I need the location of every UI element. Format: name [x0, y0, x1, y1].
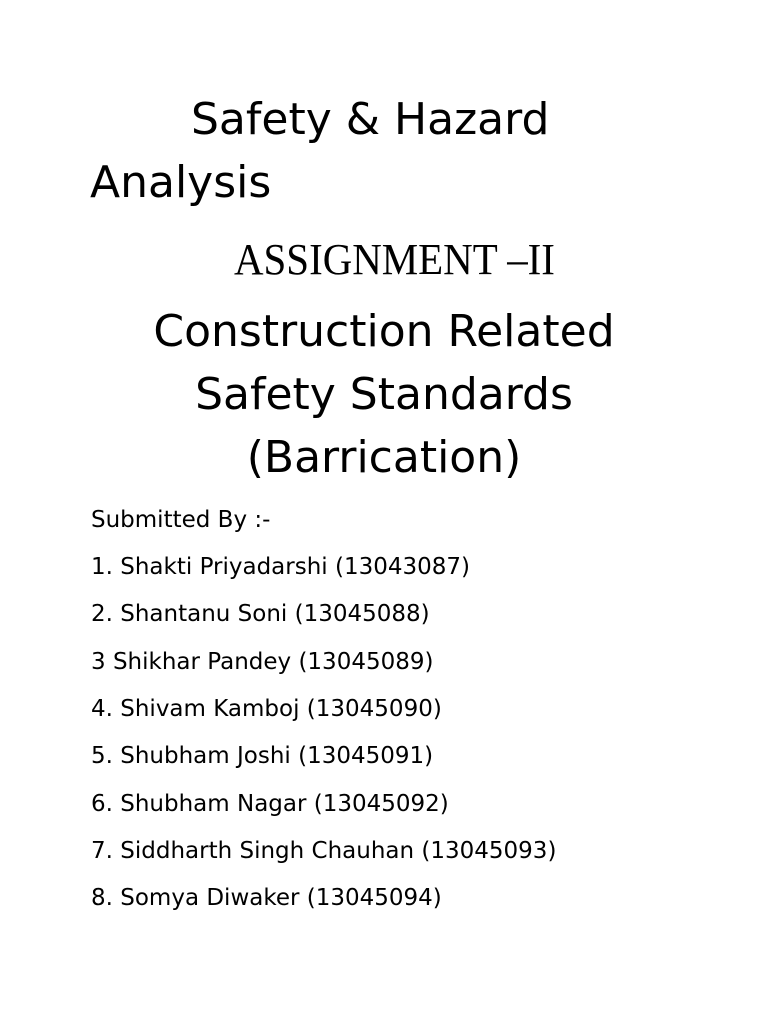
topic-line-1: Construction Related [153, 306, 615, 357]
member-list-item: 5. Shubham Joshi (13045091) [91, 743, 434, 769]
member-list-item: 4. Shivam Kamboj (13045090) [91, 696, 442, 722]
member-list-item: 3 Shikhar Pandey (13045089) [91, 649, 434, 675]
member-list-item: 2. Shantanu Soni (13045088) [91, 601, 430, 627]
member-list-item: 8. Somya Diwaker (13045094) [91, 885, 442, 911]
topic-line-2: Safety Standards [195, 369, 573, 420]
title-line-1: Safety & Hazard [191, 94, 550, 145]
topic-line-3: (Barrication) [246, 432, 522, 483]
title-line-2: Analysis [90, 157, 272, 208]
member-list-item: 7. Siddharth Singh Chauhan (13045093) [91, 838, 557, 864]
member-list-item: 6. Shubham Nagar (13045092) [91, 791, 449, 817]
member-list-item: 1. Shakti Priyadarshi (13043087) [91, 554, 471, 580]
submitted-by-label: Submitted By :- [91, 507, 271, 533]
assignment-heading: ASSIGNMENT –II [234, 235, 555, 284]
